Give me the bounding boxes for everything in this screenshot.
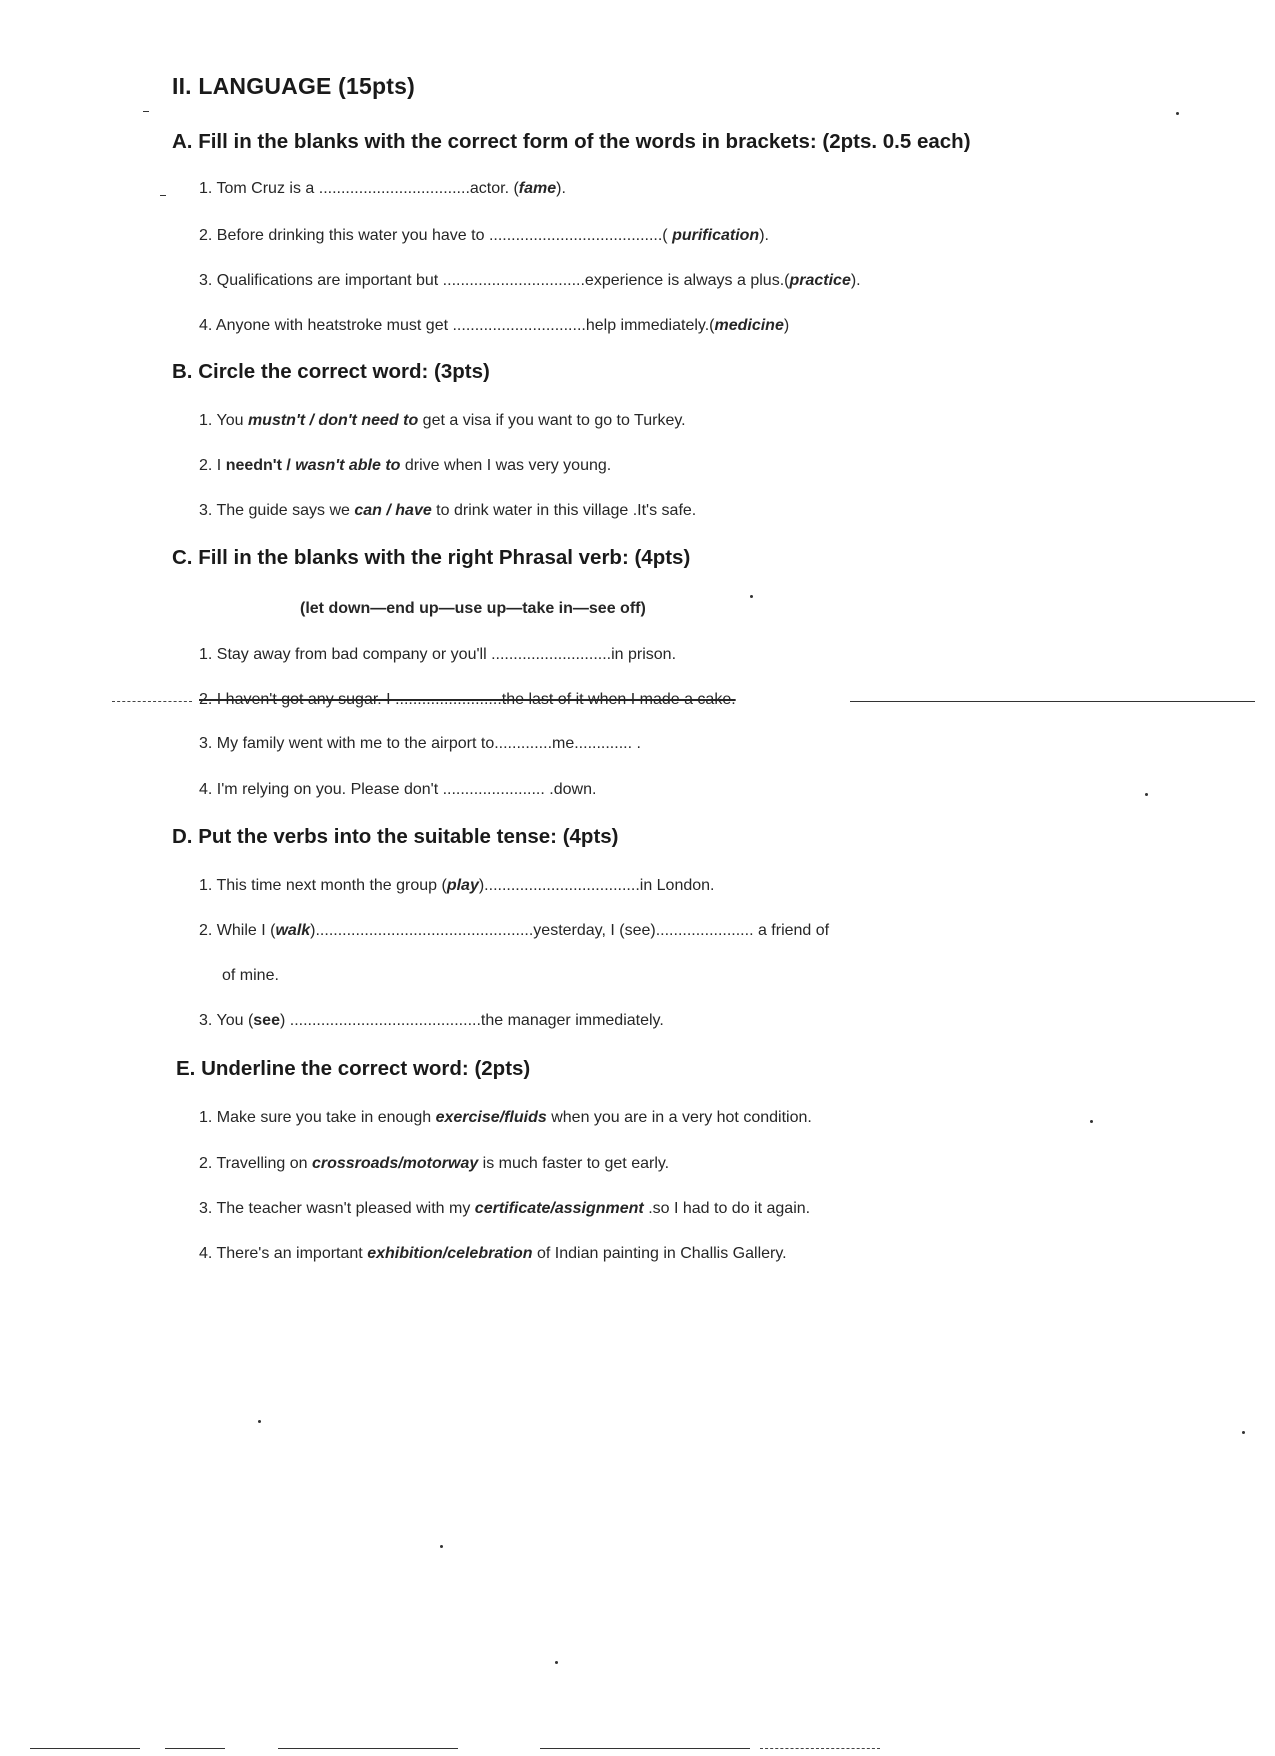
scan-edge-line — [30, 1748, 140, 1749]
bracket-word: purification — [672, 227, 760, 244]
item-text: )...................................in London. — [478, 877, 715, 894]
word-choice: crossroads/motorway — [311, 1155, 479, 1172]
section-e-item-3 — [199, 1200, 810, 1218]
section-d-item-3 — [199, 1012, 664, 1030]
section-c-title: C. Fill in the blanks with the right Phrasal verb: (4pts) — [172, 546, 691, 569]
scan-edge-line — [278, 1748, 458, 1749]
strike-line — [112, 701, 192, 702]
item-text: 3. Qualifications are important but ................................experience is always a plus.( — [199, 272, 790, 289]
verb-word: play — [446, 877, 479, 894]
item-text: 2. I — [199, 457, 226, 474]
phrasal-verb-options: (let down—end up—use up—take in—see off) — [300, 600, 646, 617]
item-text: 3. You ( — [199, 1012, 254, 1029]
word-choice: wasn't able to — [295, 457, 401, 474]
item-text: 1. You — [199, 412, 248, 429]
item-text: .so I had to do it again. — [643, 1200, 811, 1217]
section-d-item-2-continuation: of mine. — [222, 967, 279, 984]
section-e-item-4 — [199, 1245, 787, 1263]
section-a-item-3 — [199, 272, 861, 290]
item-text: 1. Tom Cruz is a ..................................actor. ( — [199, 180, 519, 197]
section-e-title: E. Underline the correct word: (2pts) — [176, 1057, 531, 1080]
section-c-item-4: 4. I'm relying on you. Please don't ....................... .down. — [199, 781, 597, 798]
section-b-item-1 — [199, 412, 686, 430]
item-text: to drink water in this village .It's safe. — [431, 502, 697, 519]
scan-speck — [1176, 112, 1179, 115]
word-choice: exhibition/celebration — [367, 1245, 533, 1262]
bracket-word: medicine — [714, 317, 784, 334]
verb-word: walk — [275, 922, 311, 939]
item-text: ). — [759, 227, 769, 244]
scan-speck — [440, 1545, 443, 1548]
item-text: get a visa if you want to go to Turkey. — [418, 412, 686, 429]
section-a-title: A. Fill in the blanks with the correct form of the words in brackets: (2pts. 0.5 each) — [172, 130, 971, 153]
section-d-item-1 — [199, 877, 715, 895]
scan-edge-line — [540, 1748, 750, 1749]
section-c-item-2: 2. I haven't got any sugar. I ........................the last of it when I made a cake. — [199, 691, 736, 708]
item-text: when you are in a very hot condition. — [546, 1109, 812, 1126]
section-a-item-1 — [199, 180, 566, 198]
page-title: II. LANGUAGE (15pts) — [172, 73, 415, 99]
item-text: ). — [556, 180, 566, 197]
item-text: ).................................................yesterday, I (see)...................... a friend of — [310, 922, 830, 939]
word-choice: exercise/fluids — [435, 1109, 547, 1126]
section-a-item-4 — [199, 317, 789, 335]
item-text: ) ...........................................the manager immediately. — [279, 1012, 664, 1029]
item-text: 2. While I ( — [199, 922, 276, 939]
bracket-word: practice — [789, 272, 851, 289]
item-text: 3. The guide says we — [199, 502, 355, 519]
item-text: 2. Before drinking this water you have to .......................................( — [199, 227, 673, 244]
section-c-item-3: 3. My family went with me to the airport to.............me............. . — [199, 735, 641, 752]
word-choice: certificate/assignment — [474, 1200, 644, 1217]
item-text: 1. Make sure you take in enough — [199, 1109, 436, 1126]
item-text: 2. Travelling on — [199, 1155, 312, 1172]
section-d-item-2 — [199, 922, 829, 940]
section-e-item-1 — [199, 1109, 812, 1127]
scan-edge-line — [165, 1748, 225, 1749]
item-text: ). — [850, 272, 861, 289]
item-text: of Indian painting in Challis Gallery. — [532, 1245, 787, 1262]
scan-speck — [555, 1661, 558, 1664]
item-text: 1. This time next month the group ( — [199, 877, 447, 894]
word-choice: needn't / — [225, 457, 296, 474]
strike-line — [850, 701, 1255, 702]
item-text: drive when I was very young. — [400, 457, 612, 474]
section-a-item-2 — [199, 227, 769, 245]
item-text: 4. Anyone with heatstroke must get ..............................help immediately.( — [199, 317, 715, 334]
bracket-word: fame — [518, 180, 557, 197]
scan-speck — [750, 595, 753, 598]
scan-speck — [1145, 793, 1148, 796]
scan-speck — [258, 1420, 261, 1423]
section-b-item-2 — [199, 457, 611, 475]
section-e-item-2 — [199, 1155, 669, 1173]
scan-speck — [1242, 1431, 1245, 1434]
word-choice: can / have — [354, 502, 432, 519]
word-choice: mustn't / don't need to — [247, 412, 419, 429]
scan-edge-line — [760, 1748, 880, 1749]
verb-word: see — [253, 1012, 280, 1029]
item-text: 4. There's an important — [199, 1245, 368, 1262]
item-text: 3. The teacher wasn't pleased with my — [199, 1200, 475, 1217]
scan-mark — [143, 111, 149, 112]
item-text: is much faster to get early. — [478, 1155, 670, 1172]
scan-speck — [1090, 1120, 1093, 1123]
section-b-item-3 — [199, 502, 696, 520]
item-text: ) — [783, 317, 790, 334]
section-b-title: B. Circle the correct word: (3pts) — [172, 360, 490, 383]
section-d-title: D. Put the verbs into the suitable tense: (4pts) — [172, 825, 619, 848]
section-c-item-1: 1. Stay away from bad company or you'll ...........................in prison. — [199, 646, 677, 663]
scan-mark — [160, 195, 166, 196]
